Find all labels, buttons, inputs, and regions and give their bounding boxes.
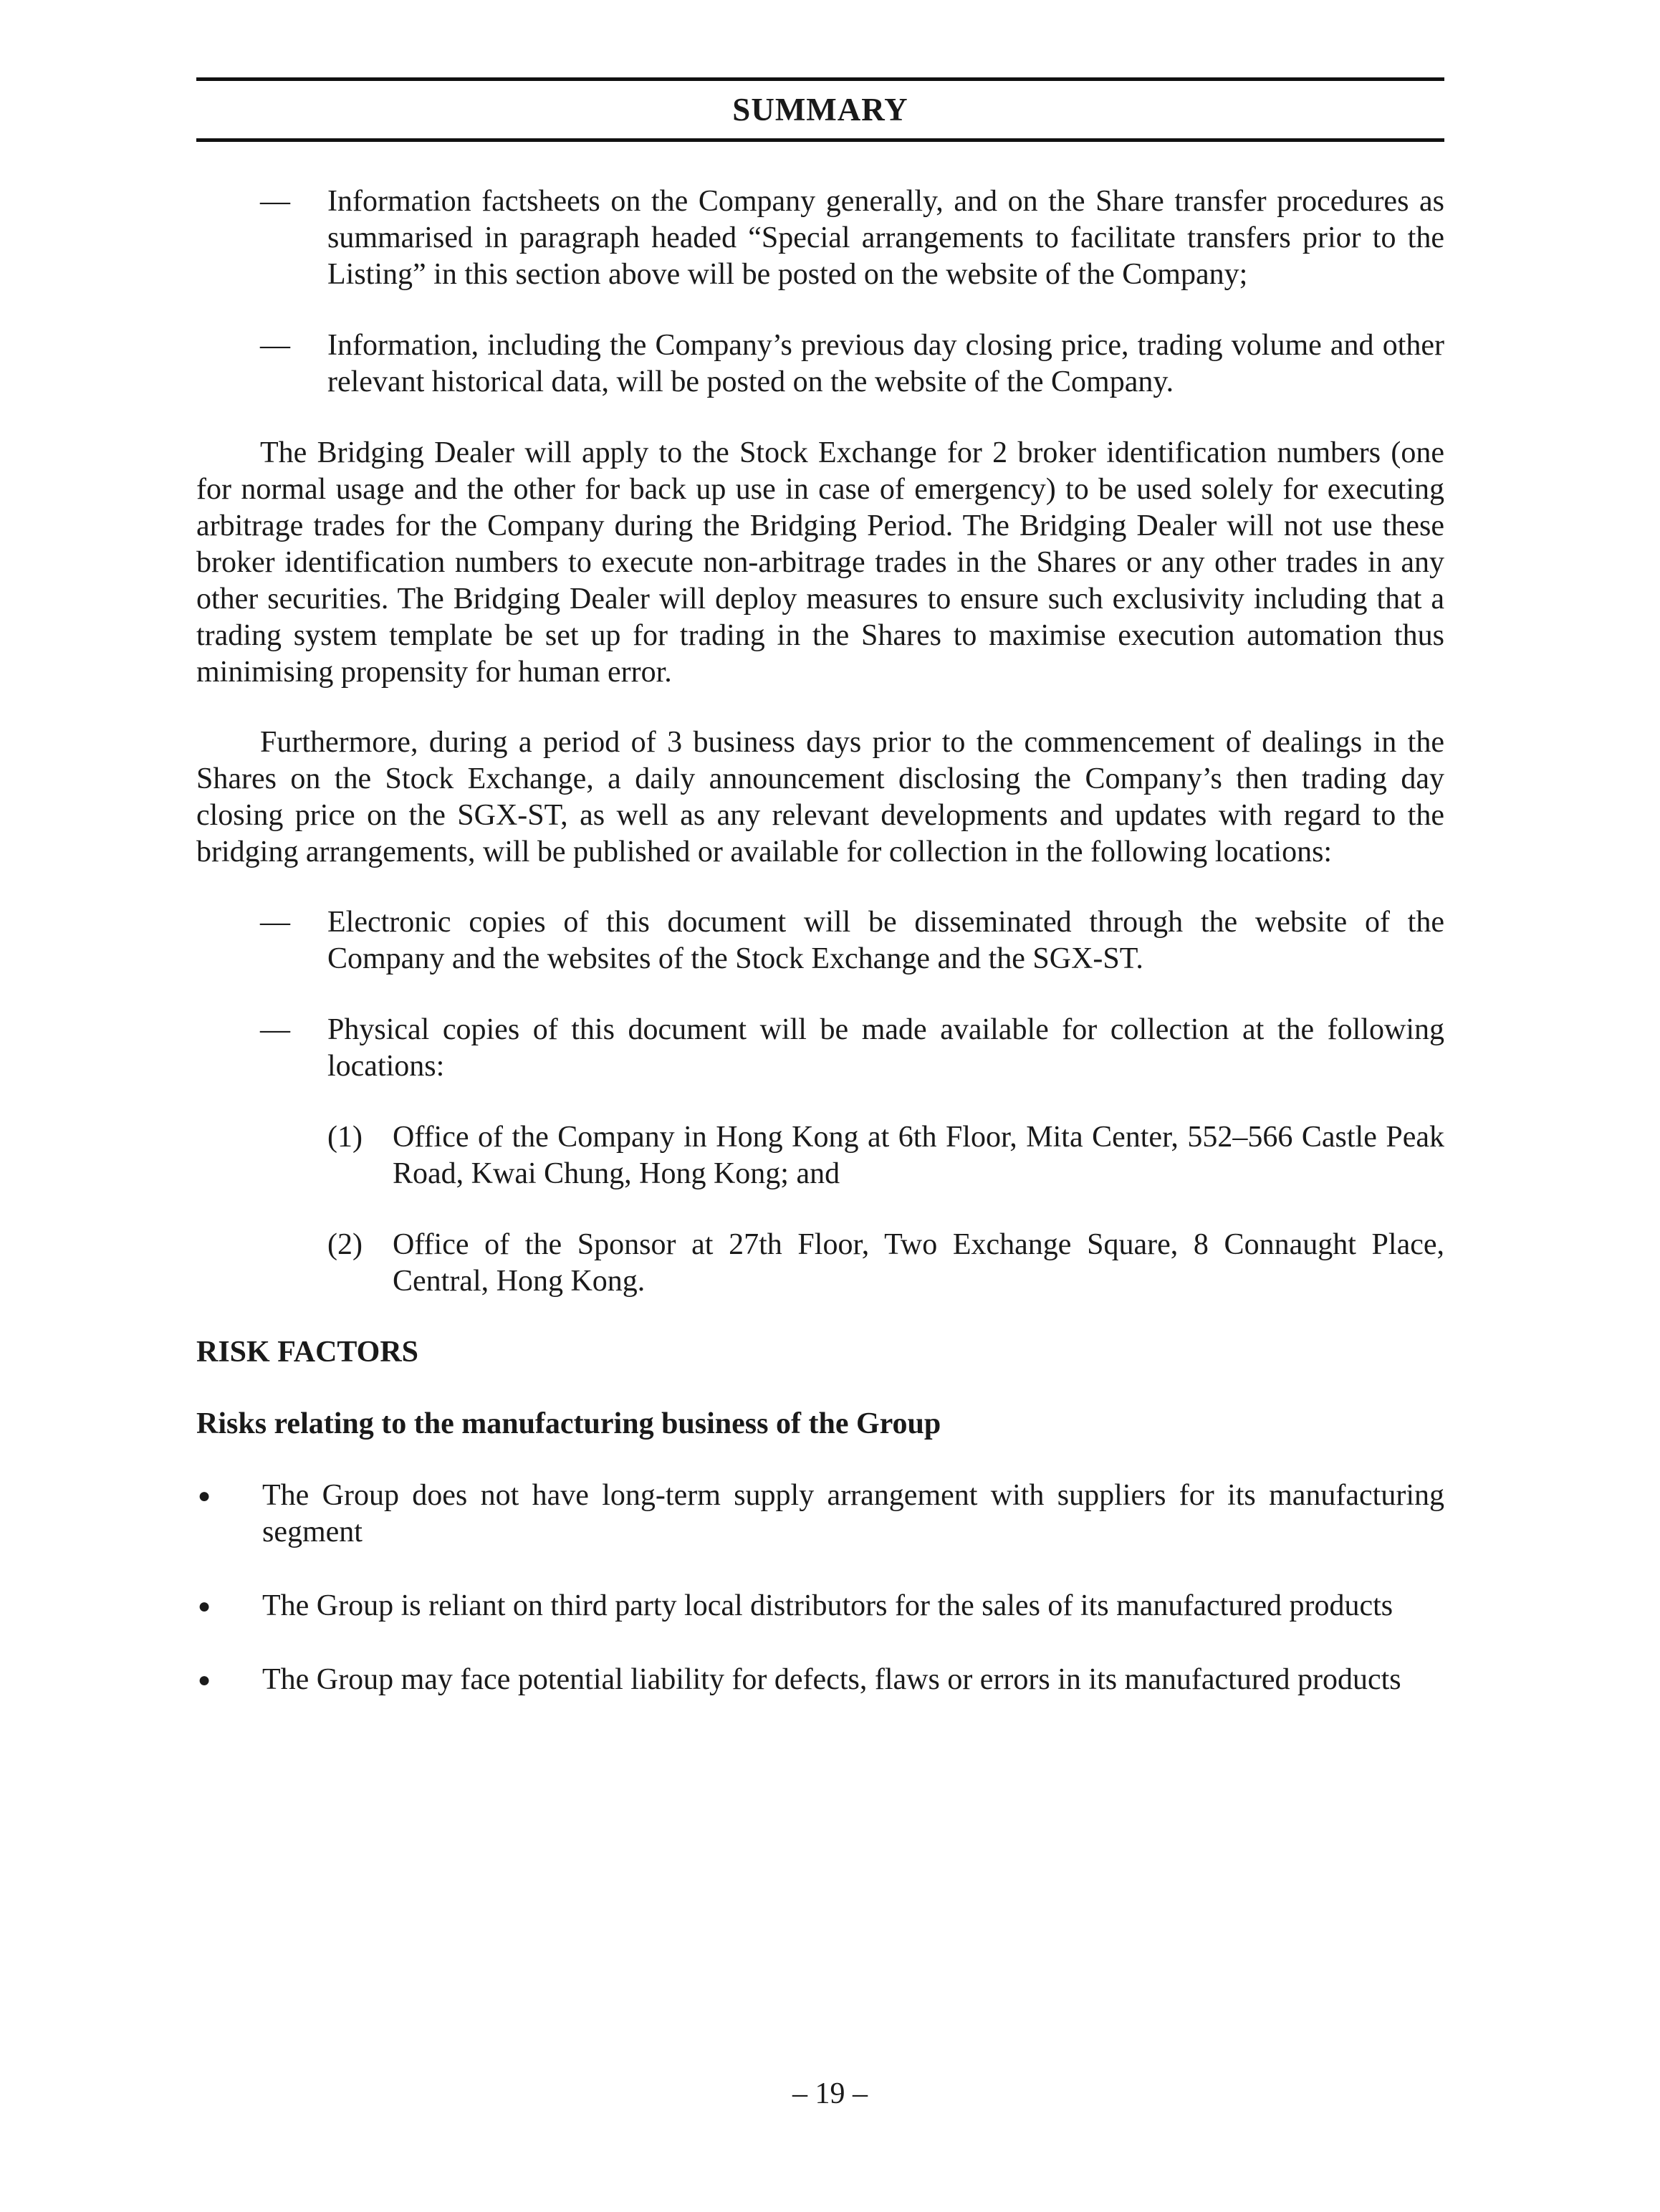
list-item: [196, 904, 1444, 977]
list-item-text: Electronic copies of this document will be disseminated through the website of the Company and the websites of the Stock Exchange and the SGX-ST.: [327, 906, 1444, 975]
section-heading: RISK FACTORS: [196, 1336, 419, 1369]
dash-marker: —: [260, 185, 290, 218]
page-content: [196, 183, 1444, 1698]
paragraph-announcements: Furthermore, during a period of 3 business days prior to the commencement of dealings in the Shares on the Stock Exchange, a daily announcement disclosing the Company’s then trading day closing price on the SGX-ST, as well as any relevant developments and updates with regard to the bridging arrangements, will be published or available for collection in the following locations:: [196, 726, 1444, 868]
location-text: Office of the Sponsor at 27th Floor, Two Exchange Square, 8 Connaught Place, Central, Hong Kong.: [393, 1228, 1444, 1298]
subsection-heading: Risks relating to the manufacturing business of the Group: [196, 1407, 941, 1440]
dash-marker: —: [260, 1013, 290, 1046]
risk-bullet-item: [196, 1588, 1444, 1624]
dash-marker: —: [260, 906, 290, 939]
bullet-icon: ●: [198, 1594, 211, 1618]
list-item: [196, 1012, 1444, 1085]
bullet-icon: ●: [198, 1668, 211, 1692]
list-item-text: Physical copies of this document will be made available for collection at the following locations:: [327, 1013, 1444, 1083]
risk-text: The Group does not have long-term supply arrangement with suppliers for its manufacturing segment: [262, 1479, 1444, 1548]
list-item: [196, 327, 1444, 401]
location-text: Office of the Company in Hong Kong at 6th Floor, Mita Center, 552–566 Castle Peak Road, Kwai Chung, Hong Kong; and: [393, 1121, 1444, 1190]
risk-text: The Group is reliant on third party local distributors for the sales of its manufactured products: [262, 1589, 1393, 1622]
location-item: [196, 1119, 1444, 1192]
list-item-text: Information factsheets on the Company generally, and on the Share transfer procedures as summarised in paragraph headed “Special arrangements to facilitate transfers prior to the Listing” in this section above will be posted on the website of the Company;: [327, 185, 1444, 291]
number-marker: (2): [327, 1228, 363, 1261]
list-item-text: Information, including the Company’s previous day closing price, trading volume and other relevant historical data, will be posted on the website of the Company.: [327, 329, 1444, 398]
risk-bullet-item: [196, 1662, 1444, 1698]
list-item: [196, 183, 1444, 293]
paragraph-bridging-dealer: The Bridging Dealer will apply to the Stock Exchange for 2 broker identification numbers (one for normal usage and the other for back up use in case of emergency) to be used solely for executing arbitrage trades for the Company during the Bridging Period. The Bridging Dealer will not use these broker identification numbers to execute non-arbitrage trades in the Shares or any other trades in any other securities. The Bridging Dealer will deploy measures to ensure such exclusivity including that a trading system template be set up for trading in the Shares to maximise execution automation thus minimising propensity for human error.: [196, 436, 1444, 689]
document-page: [196, 77, 1444, 1735]
number-marker: (1): [327, 1121, 363, 1154]
page-title: SUMMARY: [732, 92, 908, 128]
location-item: [196, 1227, 1444, 1300]
risk-bullet-item: [196, 1478, 1444, 1551]
risk-text: The Group may face potential liability for defects, flaws or errors in its manufactured products: [262, 1663, 1401, 1696]
bullet-icon: ●: [198, 1484, 211, 1508]
header-bottom-rule: [196, 138, 1444, 142]
page-number: – 19 –: [792, 2077, 868, 2110]
dash-marker: —: [260, 329, 290, 362]
